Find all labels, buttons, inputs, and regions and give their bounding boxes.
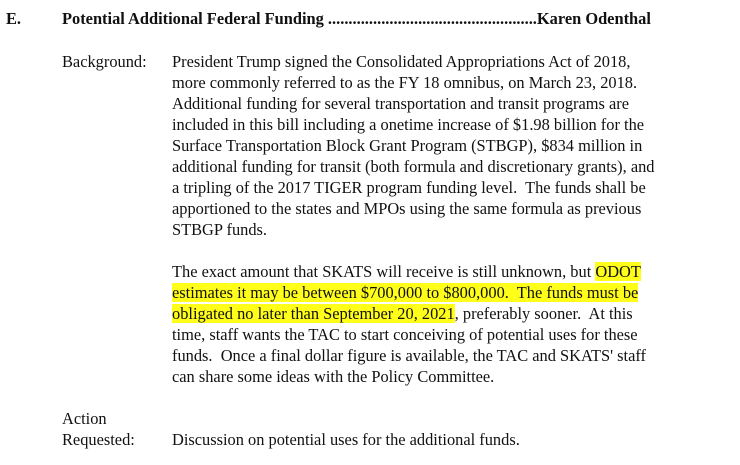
paragraph2-line: can share some ideas with the Policy Committee.	[172, 367, 495, 386]
highlighted-text: obligated no later than September 20, 2021	[172, 304, 455, 323]
paragraph2-line	[172, 304, 633, 324]
background-line: additional funding for transit (both formula and discretionary grants), and	[172, 157, 655, 176]
background-line: STBGP funds.	[172, 220, 268, 239]
paragraph2-line: time, staff wants the TAC to start conceiving of potential uses for these	[172, 325, 638, 344]
background-line: included in this bill including a onetime increase of $1.98 billion for the	[172, 115, 645, 134]
section-letter: E.	[6, 9, 22, 28]
paragraph2-text: The exact amount that SKATS will receive is still unknown, but	[172, 262, 596, 281]
paragraph2-line	[172, 283, 638, 303]
paragraph2-line: funds. Once a final dollar figure is available, the TAC and SKATS' staff	[172, 346, 646, 365]
background-label: Background:	[62, 52, 147, 71]
background-line: Surface Transportation Block Grant Program (STBGP), $834 million in	[172, 136, 643, 155]
background-line: apportioned to the states and MPOs using the same formula as previous	[172, 199, 642, 218]
highlighted-text: estimates it may be between $700,000 to $800,000. The funds must be	[172, 283, 639, 302]
paragraph2-text: , preferably sooner. At this	[454, 304, 633, 323]
action-label: Requested:	[62, 430, 135, 449]
background-line: President Trump signed the Consolidated Appropriations Act of 2018,	[172, 52, 631, 71]
action-text: Discussion on potential uses for the additional funds.	[172, 430, 520, 449]
background-line: a tripling of the 2017 TIGER program funding level. The funds shall be	[172, 178, 646, 197]
paragraph2-line	[172, 262, 641, 282]
background-line: more commonly referred to as the FY 18 omnibus, on March 23, 2018.	[172, 73, 638, 92]
action-label: Action	[62, 409, 107, 428]
highlighted-text: ODOT	[595, 262, 641, 281]
background-line: Additional funding for several transportation and transit programs are	[172, 94, 629, 113]
section-heading: Potential Additional Federal Funding ...................................................Karen Odenthal	[62, 9, 651, 28]
